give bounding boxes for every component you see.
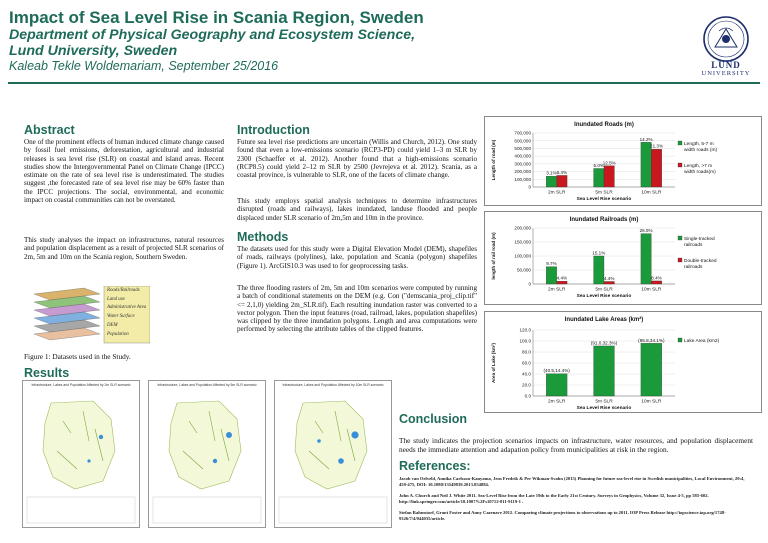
legend-label-line: Double-tracked bbox=[684, 259, 717, 264]
data-label: 12.5% bbox=[602, 160, 616, 166]
data-label: 9.7% bbox=[546, 261, 557, 267]
y-tick-label: 600,000 bbox=[514, 138, 531, 144]
reference-item: Jacob van Oelveld, Annika Carlsson-Kanyama, Jens Fredrik & Per Wikman-Svahn (2015) Planning for future sea-level rise in Swedish municipalities, Local Environment, 20:4, 459-475, DOI: 10.1080/13549839.2013.854884. bbox=[399, 476, 745, 487]
y-tick-label: 100.0 bbox=[519, 338, 531, 344]
data-label: 15.1% bbox=[592, 250, 606, 256]
y-tick-label: 120.0 bbox=[519, 327, 531, 333]
layer-label: DEM bbox=[107, 322, 118, 328]
data-label: 3.1% bbox=[546, 170, 557, 176]
introduction-paragraph-1: Future sea level rise predictions are uncertain (Willis and Church, 2012). One study found that even a low-emissions scenario (RCP3-PD) could yield 1–3 m SLR by 2300 (Schaeffer et al. 2012). Another found that a high-emissions scenario (RCP8.5) could yield 2–12 m SLR by 2500 (Jevrejeva et al. 2012). Scania, as a coastal province, is vulnerable to SLR, one of the facets of climate change. bbox=[237, 138, 477, 180]
logo-subtitle: UNIVERSITY bbox=[701, 70, 751, 77]
conclusion-heading: Conclusion bbox=[399, 412, 468, 426]
data-label: 5.0% bbox=[593, 162, 605, 168]
data-label: 4.4% bbox=[556, 275, 568, 281]
scania-map-graphic bbox=[275, 381, 391, 527]
methods-paragraph-2: The three flooding rasters of 2m, 5m and 10m scenarios were computed by running a batch of conditional statements on the DEM (e.g. Con ("demscania_proj_clip.tif" <= 2,1,0) yielding 2m_SLR.tif). Each resulting inundation raster was converted to a vector polygon. Then the input features (road, railroad, lakes, population shapefiles) was clipped by the three inundation polygons. Length and area computations were performed by selecting the attribute tables of the clipped features. bbox=[237, 284, 477, 334]
y-tick-label: 700,000 bbox=[514, 130, 531, 136]
layer-label: Water Surface bbox=[107, 314, 135, 320]
y-tick-label: 60.0 bbox=[522, 360, 531, 366]
lakes-chart-svg bbox=[485, 312, 761, 412]
y-tick-label: 0 bbox=[528, 184, 531, 190]
x-tick-label: 2m SLR bbox=[548, 399, 566, 405]
legend-swatch bbox=[678, 163, 682, 167]
chart-inundated-roads bbox=[484, 116, 762, 206]
bar bbox=[557, 175, 567, 187]
bar bbox=[546, 176, 556, 187]
bar bbox=[641, 234, 651, 284]
legend-label-line: width roads(m) bbox=[684, 170, 716, 175]
map-2m-slr bbox=[22, 380, 140, 528]
layer-label: Land use bbox=[107, 296, 125, 302]
railroads-chart-svg bbox=[485, 212, 761, 304]
legend-label-line: Lake Area (km2) bbox=[684, 339, 720, 344]
data-label: (95.8,34.1%) bbox=[638, 337, 665, 343]
bar bbox=[594, 168, 604, 187]
data-label: 21.3% bbox=[650, 143, 664, 149]
bar bbox=[604, 281, 614, 284]
y-tick-label: 200,000 bbox=[514, 169, 531, 175]
layer-label: Population bbox=[107, 331, 129, 337]
reference-item: John A. Church and Neil J. White 2011. Sea-Level Rise from the Late 19th to the Early 21st Century. Surveys in Geophysics, Volume 32, Issue 4-5, pp 585-602. http://link.springer.com/article/10.1007%2Fs10712-011-9119-1 . bbox=[399, 493, 709, 504]
x-tick-label: 2m SLR bbox=[548, 287, 566, 293]
x-tick-label: 5m SLR bbox=[595, 399, 613, 405]
chart-inundated-lakes bbox=[484, 311, 762, 413]
conclusion-text: The study indicates the projection scenarios impacts on infrastructure, water resources, and population displacement needs the immediate attention and adapation policy from municipalities at risk in the region. bbox=[399, 436, 753, 454]
y-axis-label: Area of Lake (km²) bbox=[491, 342, 496, 384]
reference-item: Stefan Rahmstorf, Grant Foster and Anny Cazenave 2012. Comparing climate projections to observations up to 2011. IOP Press Release http://iopscience.iop.org/1748-9326/7/4/044035/article. bbox=[399, 510, 726, 521]
poster-header bbox=[0, 0, 768, 78]
abstract-heading: Abstract bbox=[24, 123, 75, 137]
y-tick-label: 0.0 bbox=[524, 393, 531, 399]
data-label: (91.0,32.3%) bbox=[590, 340, 618, 346]
x-tick-label: 10m SLR bbox=[641, 399, 662, 405]
data-label: 26.5% bbox=[639, 228, 653, 234]
map-title: Infrastructure, Lakes and Population Affected by 10m SLR scenario bbox=[282, 383, 384, 387]
x-axis-label: Sea Level Rise scenario bbox=[576, 294, 632, 299]
bar bbox=[641, 142, 651, 187]
methods-paragraph-1: The datasets used for this study were a Digital Elevation Model (DEM), shapefiles of roads, railways (polylines), lake, population and Scania (polygon) shapefiles (Figure 1). ArcGIS10.3 was used to for geoprocessing tasks. bbox=[237, 245, 477, 270]
map-5m-slr bbox=[148, 380, 266, 528]
y-tick-label: 200,000 bbox=[514, 225, 531, 231]
abstract-paragraph-1: One of the prominent effects of human induced climate change caused by fossil fuel emissions, deforestation, agricultural and industrial releases is sea level rise (SLR) on coastal and island areas. Recent studies show the Intergovernmental Panel on Climate Change (IPCC) estimate on the rate of sea level rise is underestimated. The studies suggest ,the forecasted rate of sea level rise may be 60% faster than the IPCC projections. The social, environmental, and economic impact on coastal communities can not be overstated. bbox=[24, 138, 224, 205]
x-tick-label: 10m SLR bbox=[641, 190, 662, 196]
y-axis-label: length of rail road (m) bbox=[491, 232, 496, 280]
y-tick-label: 300,000 bbox=[514, 161, 531, 167]
legend-label-line: Length, 5-7 m bbox=[684, 142, 714, 147]
bar bbox=[557, 281, 567, 284]
map-10m-slr bbox=[274, 380, 392, 528]
legend-label bbox=[684, 338, 720, 344]
bar bbox=[546, 267, 556, 284]
bar bbox=[651, 149, 661, 187]
legend-label bbox=[684, 141, 717, 153]
x-tick-label: 5m SLR bbox=[595, 287, 613, 293]
y-tick-label: 400,000 bbox=[514, 153, 531, 159]
introduction-paragraph-2: This study employs spatial analysis techniques to determine infrastructures disrupted (roads and railways), lakes inundated, landuse flooded and people displaced under SLR scenario of 2m,5m and 10m in the province. bbox=[237, 197, 477, 222]
y-tick-label: 100,000 bbox=[514, 253, 531, 259]
bar bbox=[641, 343, 662, 396]
data-label: 6.4% bbox=[556, 169, 568, 175]
legend-label bbox=[684, 236, 715, 248]
data-label: 8.4% bbox=[651, 275, 662, 281]
legend-label-line: railroads bbox=[684, 265, 703, 270]
scania-map-graphic bbox=[23, 381, 139, 527]
legend-swatch bbox=[678, 258, 682, 262]
y-tick-label: 100,000 bbox=[514, 176, 531, 182]
bar bbox=[604, 166, 614, 187]
chart-title: Inundated Lake Areas (km²) bbox=[564, 317, 644, 323]
bar bbox=[594, 256, 604, 284]
legend-swatch bbox=[678, 338, 682, 342]
chart-title: Inundated Railroads (m) bbox=[569, 217, 639, 223]
legend-label-line: railroads bbox=[684, 243, 703, 248]
bar bbox=[651, 281, 661, 284]
scania-map-graphic bbox=[149, 381, 265, 527]
header-divider bbox=[8, 82, 760, 84]
y-tick-label: 150,000 bbox=[514, 239, 531, 245]
x-axis-label: Sea Level Rise scenario bbox=[576, 406, 632, 411]
data-label: (40.5,14.4%) bbox=[543, 368, 570, 374]
chart-inundated-railroads bbox=[484, 211, 762, 305]
legend-label-line: Length, >7 m bbox=[684, 164, 713, 169]
abstract-paragraph-2: This study analyses the impact on infrastructures, natural resources and population displacement as a result of projected SLR scenarios of 2m, 5m and 10m on the Scania region, Southern Sweden. bbox=[24, 236, 224, 261]
methods-heading: Methods bbox=[237, 230, 289, 244]
y-tick-label: 80.0 bbox=[522, 349, 531, 355]
y-tick-label: 50,000 bbox=[516, 267, 531, 273]
legend-label-line: Single-tracked bbox=[684, 237, 715, 242]
department-affiliation: Department of Physical Geography and Ecosystem Science, Lund University, Sweden bbox=[9, 27, 416, 59]
map-title: Infrastructure, Lakes and Population Affected by 2m SLR scenario bbox=[31, 383, 131, 387]
y-axis-label: Length of road (m) bbox=[491, 139, 496, 181]
x-tick-label: 2m SLR bbox=[548, 190, 566, 196]
x-axis-label: Sea Level Rise scenario bbox=[576, 197, 632, 202]
y-tick-label: 500,000 bbox=[514, 146, 531, 152]
x-tick-label: 5m SLR bbox=[595, 190, 613, 196]
author-line: Kaleab Tekle Woldemariam, September 25/2016 bbox=[9, 59, 279, 73]
x-tick-label: 10m SLR bbox=[641, 287, 662, 293]
bar bbox=[546, 374, 567, 396]
y-tick-label: 40.0 bbox=[522, 371, 531, 377]
dataset-layers-figure bbox=[30, 286, 150, 344]
results-heading: Results bbox=[24, 366, 70, 380]
introduction-heading: Introduction bbox=[237, 123, 310, 137]
y-tick-label: 20.0 bbox=[522, 382, 531, 388]
legend-swatch bbox=[678, 236, 682, 240]
layer-label: Roads/Railroads bbox=[107, 288, 140, 293]
legend-label bbox=[684, 163, 716, 175]
data-label: 4.4% bbox=[603, 275, 615, 281]
figure-caption: Figure 1: Datasets used in the Study. bbox=[24, 352, 131, 361]
poster-title: Impact of Sea Level Rise in Scania Region, Sweden bbox=[9, 8, 424, 27]
bar bbox=[594, 346, 615, 396]
logo-wordmark: LUND bbox=[711, 60, 741, 70]
references-heading: References: bbox=[399, 459, 471, 473]
layer-label: Administrative Area bbox=[107, 305, 147, 311]
data-label: 14.2% bbox=[639, 136, 653, 142]
roads-chart-svg bbox=[485, 117, 761, 205]
map-title: Infrastructure, Lakes and Population Affected by 5m SLR scenario bbox=[157, 383, 257, 387]
chart-title: Inundated Roads (m) bbox=[574, 122, 634, 128]
legend-label bbox=[684, 258, 717, 270]
y-tick-label: 0 bbox=[528, 281, 531, 287]
legend-label-line: width roads (m) bbox=[684, 148, 718, 153]
legend-swatch bbox=[678, 141, 682, 145]
